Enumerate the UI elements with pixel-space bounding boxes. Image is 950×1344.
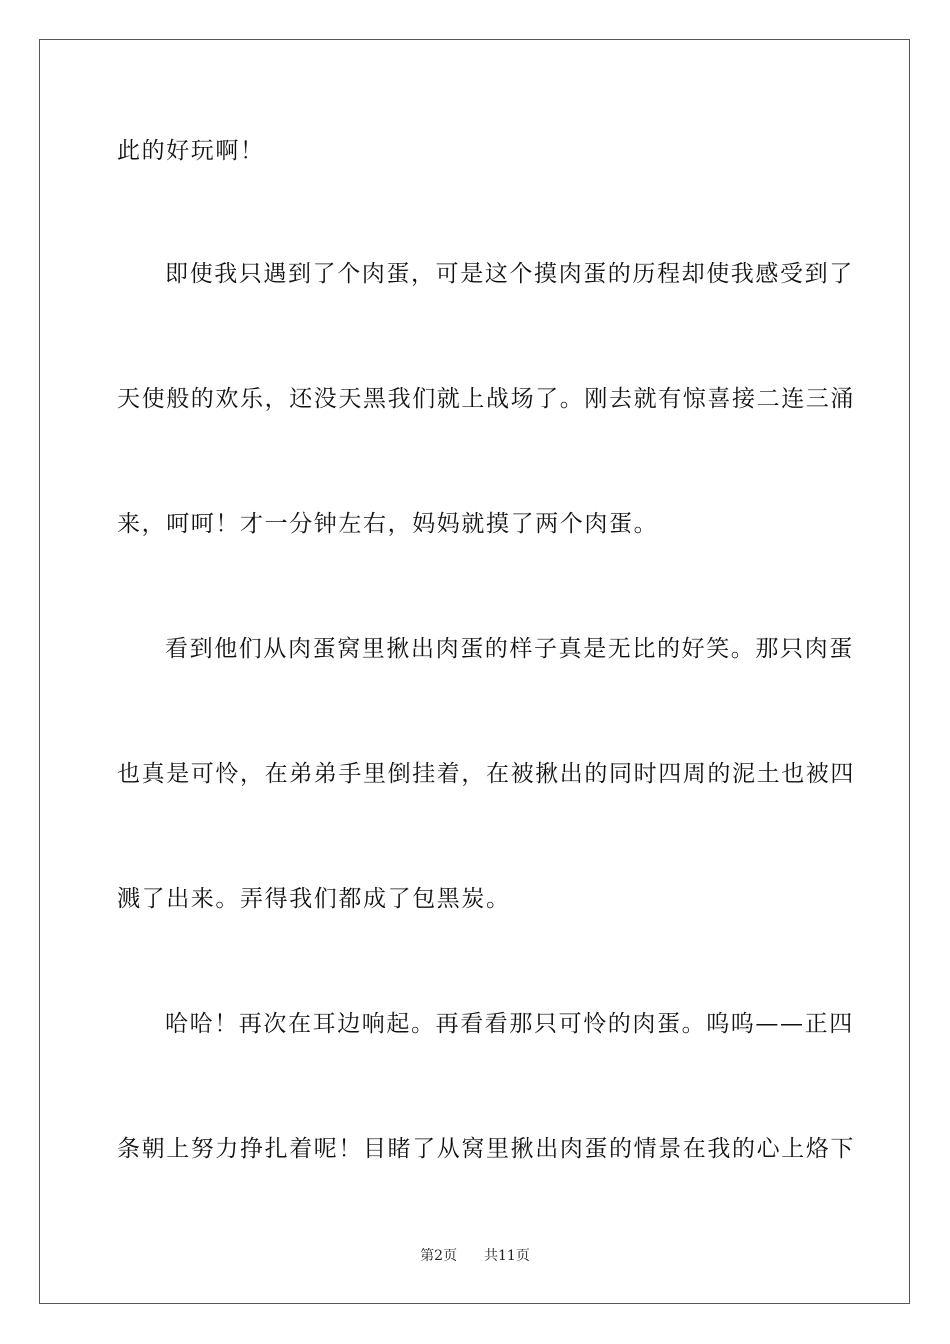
paragraph-start-line-8: 哈哈！再次在耳边响起。再看看那只可怜的肉蛋。呜呜——正四 [165,1011,854,1037]
page-footer [0,1247,950,1265]
text-line-6: 也真是可怜，在弟弟手里倒挂着，在被揪出的同时四周的泥土也被四 [117,761,855,787]
text-line-1: 此的好玩啊！ [117,138,265,164]
page-number: 第2页 [420,1248,458,1264]
text-line-9: 条朝上努力挣扎着呢！目睹了从窝里揪出肉蛋的情景在我的心上烙下 [117,1136,855,1162]
page-total: 共11页 [484,1248,530,1264]
paragraph-start-line-5: 看到他们从肉蛋窝里揪出肉蛋的样子真是无比的好笑。那只肉蛋 [165,636,854,662]
text-line-4: 来，呵呵！才一分钟左右，妈妈就摸了两个肉蛋。 [117,511,659,537]
text-line-3: 天使般的欢乐，还没天黑我们就上战场了。刚去就有惊喜接二连三涌 [117,386,855,412]
paragraph-start-line-2: 即使我只遇到了个肉蛋，可是这个摸肉蛋的历程却使我感受到了 [165,261,854,287]
text-line-7: 溅了出来。弄得我们都成了包黑炭。 [117,886,511,912]
page-border [39,39,910,1304]
